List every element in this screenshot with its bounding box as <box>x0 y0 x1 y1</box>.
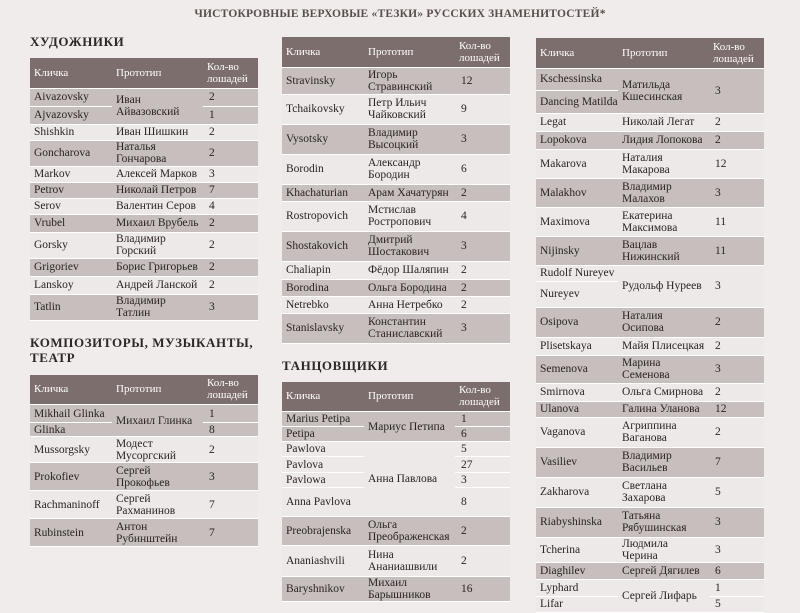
prototype-cell: Мстислав Ростропович <box>364 201 455 231</box>
count-cell: 6 <box>455 427 510 442</box>
count-cell: 3 <box>709 68 764 113</box>
prototype-cell: Анна Нетребко <box>364 296 455 313</box>
header-prototype: Прототип <box>112 58 203 88</box>
prototype-cell: Светлана Захарова <box>618 477 709 507</box>
table-row <box>30 258 258 276</box>
table-row <box>282 124 510 154</box>
nickname-cell: Tcherina <box>536 537 618 562</box>
header-nickname: Кличка <box>536 38 618 68</box>
count-cell: 3 <box>709 265 764 307</box>
nickname-cell: Pavlova <box>282 457 364 473</box>
nickname-cell: Smirnova <box>536 383 618 401</box>
prototype-cell: Дмитрий Шостакович <box>364 231 455 261</box>
header-count: Кол-во лошадей <box>455 37 510 67</box>
count-cell: 3 <box>455 313 510 343</box>
count-cell: 3 <box>203 463 258 491</box>
nickname-cell: Vysotsky <box>282 124 364 154</box>
table-row <box>536 537 764 562</box>
nickname-cell: Osipova <box>536 307 618 337</box>
count-cell: 7 <box>709 447 764 477</box>
nickname-cell: Rachmaninoff <box>30 491 112 519</box>
header-nickname: Кличка <box>282 37 364 67</box>
nickname-cell: Borodin <box>282 154 364 184</box>
table-row <box>282 201 510 231</box>
table-row <box>282 279 510 296</box>
prototype-cell: Сергей Рахманинов <box>112 491 203 519</box>
count-cell: 2 <box>203 437 258 463</box>
prototype-cell: Наталия Макарова <box>618 149 709 178</box>
count-cell: 2 <box>455 517 510 546</box>
nickname-cell: Borodina <box>282 279 364 296</box>
prototype-cell: Сергей Дягилев <box>618 562 709 579</box>
table-row <box>282 184 510 201</box>
nickname-cell: Rubinstein <box>30 519 112 547</box>
count-cell: 1 <box>203 106 258 124</box>
table-row <box>536 337 764 355</box>
prototype-cell: Сергей Лифарь <box>618 579 709 612</box>
table-header-row <box>30 58 258 88</box>
nickname-cell: Tatlin <box>30 294 112 320</box>
header-count: Кол-во лошадей <box>455 382 510 412</box>
count-cell: 7 <box>203 182 258 198</box>
count-cell: 2 <box>203 124 258 140</box>
prototype-cell: Николай Легат <box>618 113 709 131</box>
table-row <box>536 149 764 178</box>
nickname-cell: Markov <box>30 166 112 182</box>
prototype-cell: Рудольф Нуреев <box>618 265 709 307</box>
count-cell: 11 <box>709 236 764 265</box>
table-row <box>282 261 510 279</box>
nickname-cell: Pawlova <box>282 442 364 457</box>
prototype-cell: Модест Мусоргский <box>112 437 203 463</box>
count-cell: 3 <box>203 294 258 320</box>
count-cell: 16 <box>455 577 510 602</box>
nickname-cell: Nureyev <box>536 281 618 307</box>
prototype-cell: Владимир Васильев <box>618 447 709 477</box>
prototype-cell: Иван Айвазовский <box>112 88 203 124</box>
nickname-cell: Prokofiev <box>30 463 112 491</box>
count-cell: 4 <box>203 198 258 214</box>
table-row <box>536 113 764 131</box>
nickname-cell: Anna Pavlova <box>282 488 364 517</box>
nickname-cell: Ananiashvili <box>282 546 364 577</box>
prototype-cell: Наталья Гончарова <box>112 140 203 166</box>
prototype-cell: Лидия Лопокова <box>618 131 709 149</box>
nickname-cell: Makarova <box>536 149 618 178</box>
prototype-cell: Майя Плисецкая <box>618 337 709 355</box>
count-cell: 12 <box>709 149 764 178</box>
header-prototype: Прототип <box>112 375 203 405</box>
table-row <box>282 577 510 602</box>
prototype-cell: Борис Григорьев <box>112 258 203 276</box>
nickname-cell: Preobrajenska <box>282 517 364 546</box>
count-cell: 1 <box>203 405 258 423</box>
table-row <box>282 517 510 546</box>
prototype-cell: Фёдор Шаляпин <box>364 261 455 279</box>
table-row <box>30 182 258 198</box>
prototype-cell: Михаил Врубель <box>112 214 203 232</box>
count-cell: 6 <box>709 562 764 579</box>
prototype-cell: Людмила Черина <box>618 537 709 562</box>
nickname-cell: Diaghilev <box>536 562 618 579</box>
count-cell: 7 <box>203 519 258 547</box>
nickname-cell: Chaliapin <box>282 261 364 279</box>
table-row <box>282 154 510 184</box>
count-cell: 2 <box>455 546 510 577</box>
prototype-cell: Матильда Кшесинская <box>618 68 709 113</box>
count-cell: 7 <box>203 491 258 519</box>
table-row <box>30 463 258 491</box>
count-cell: 3 <box>709 537 764 562</box>
nickname-cell: Dancing Matilda <box>536 90 618 113</box>
table-row <box>30 232 258 258</box>
prototype-cell: Сергей Прокофьев <box>112 463 203 491</box>
count-cell: 2 <box>709 337 764 355</box>
count-cell: 6 <box>455 154 510 184</box>
table-row <box>536 447 764 477</box>
prototype-cell: Валентин Серов <box>112 198 203 214</box>
header-count: Кол-во лошадей <box>203 58 258 88</box>
prototype-cell: Игорь Стравинский <box>364 67 455 94</box>
count-cell: 3 <box>709 355 764 383</box>
column-3 <box>536 38 764 613</box>
count-cell: 5 <box>709 596 764 612</box>
table-row <box>536 477 764 507</box>
table-row <box>282 231 510 261</box>
prototype-cell: Ольга Бородина <box>364 279 455 296</box>
prototype-cell: Татьяна Рябушинская <box>618 507 709 537</box>
nickname-cell: Legat <box>536 113 618 131</box>
count-cell: 2 <box>709 307 764 337</box>
nickname-cell: Rudolf Nureyev <box>536 265 618 281</box>
table-row <box>30 294 258 320</box>
table-row <box>536 131 764 149</box>
prototype-cell: Владимир Высоцкий <box>364 124 455 154</box>
header-prototype: Прототип <box>618 38 709 68</box>
prototype-cell: Антон Рубинштейн <box>112 519 203 547</box>
prototype-cell: Нина Ананиашвили <box>364 546 455 577</box>
count-cell: 12 <box>709 401 764 417</box>
table-row <box>282 94 510 124</box>
nickname-cell: Lanskoy <box>30 276 112 294</box>
nickname-cell: Plisetskaya <box>536 337 618 355</box>
count-cell: 3 <box>455 231 510 261</box>
count-cell: 8 <box>455 488 510 517</box>
nickname-cell: Stravinsky <box>282 67 364 94</box>
prototype-cell: Андрей Ланской <box>112 276 203 294</box>
page-title: ЧИСТОКРОВНЫЕ ВЕРХОВЫЕ «ТЕЗКИ» РУССКИХ ЗНАМЕНИТОСТЕЙ* <box>194 8 606 20</box>
prototype-cell: Михаил Барышников <box>364 577 455 602</box>
nickname-cell: Lyphard <box>536 579 618 596</box>
table-row <box>30 88 258 106</box>
table-composers <box>30 375 258 548</box>
nickname-cell: Stanislavsky <box>282 313 364 343</box>
count-cell: 2 <box>455 261 510 279</box>
nickname-cell: Mikhail Glinka <box>30 405 112 423</box>
count-cell: 2 <box>709 113 764 131</box>
table-row <box>30 276 258 294</box>
prototype-cell: Иван Шишкин <box>112 124 203 140</box>
prototype-cell: Владимир Горский <box>112 232 203 258</box>
section-title-composers: КОМПОЗИТОРЫ, МУЗЫКАНТЫ, ТЕАТР <box>30 334 254 365</box>
nickname-cell: Kschessinska <box>536 68 618 90</box>
count-cell: 2 <box>203 276 258 294</box>
nickname-cell: Maximova <box>536 207 618 236</box>
prototype-cell: Арам Хачатурян <box>364 184 455 201</box>
section-title-dancers: ТАНЦОВЩИКИ <box>282 357 389 373</box>
table-dancers <box>282 382 510 603</box>
count-cell: 2 <box>203 214 258 232</box>
nickname-cell: Gorsky <box>30 232 112 258</box>
table-row <box>536 307 764 337</box>
nickname-cell: Glinka <box>30 423 112 437</box>
table-header-row <box>282 382 510 412</box>
table-header-row <box>536 38 764 68</box>
nickname-cell: Aivazovsky <box>30 88 112 106</box>
table-row <box>30 405 258 423</box>
count-cell: 3 <box>203 166 258 182</box>
nickname-cell: Vrubel <box>30 214 112 232</box>
prototype-cell: Петр Ильич Чайковский <box>364 94 455 124</box>
column-1 <box>30 34 258 547</box>
table-row <box>536 236 764 265</box>
table-row <box>30 437 258 463</box>
count-cell: 2 <box>709 383 764 401</box>
table-row <box>30 140 258 166</box>
header-prototype: Прототип <box>364 37 455 67</box>
count-cell: 2 <box>709 131 764 149</box>
count-cell: 12 <box>455 67 510 94</box>
table-row <box>536 562 764 579</box>
nickname-cell: Malakhov <box>536 178 618 207</box>
header-nickname: Кличка <box>30 375 112 405</box>
count-cell: 2 <box>455 296 510 313</box>
prototype-cell: Мариус Петипа <box>364 412 455 442</box>
count-cell: 2 <box>203 88 258 106</box>
nickname-cell: Zakharova <box>536 477 618 507</box>
table-row <box>536 507 764 537</box>
nickname-cell: Lopokova <box>536 131 618 149</box>
nickname-cell: Ajvazovsky <box>30 106 112 124</box>
nickname-cell: Petrov <box>30 182 112 198</box>
prototype-cell: Николай Петров <box>112 182 203 198</box>
table-row <box>30 166 258 182</box>
count-cell: 2 <box>203 232 258 258</box>
table-row <box>30 198 258 214</box>
prototype-cell: Владимир Малахов <box>618 178 709 207</box>
table-row <box>536 178 764 207</box>
nickname-cell: Shishkin <box>30 124 112 140</box>
header-nickname: Кличка <box>30 58 112 88</box>
prototype-cell: Марина Семенова <box>618 355 709 383</box>
prototype-cell: Анна Павлова <box>364 442 455 517</box>
nickname-cell: Marius Petipa <box>282 412 364 427</box>
prototype-cell: Алексей Марков <box>112 166 203 182</box>
count-cell: 2 <box>203 258 258 276</box>
table-row <box>282 296 510 313</box>
nickname-cell: Tchaikovsky <box>282 94 364 124</box>
table-row <box>30 214 258 232</box>
prototype-cell: Вацлав Нижинский <box>618 236 709 265</box>
table-row <box>30 124 258 140</box>
count-cell: 2 <box>455 184 510 201</box>
table-row <box>536 383 764 401</box>
count-cell: 8 <box>203 423 258 437</box>
nickname-cell: Shostakovich <box>282 231 364 261</box>
prototype-cell: Екатерина Максимова <box>618 207 709 236</box>
count-cell: 5 <box>709 477 764 507</box>
table-row <box>536 401 764 417</box>
count-cell: 3 <box>709 178 764 207</box>
count-cell: 1 <box>455 412 510 427</box>
nickname-cell: Petipa <box>282 427 364 442</box>
count-cell: 3 <box>455 473 510 488</box>
prototype-cell: Ольга Смирнова <box>618 383 709 401</box>
prototype-cell: Михаил Глинка <box>112 405 203 437</box>
nickname-cell: Pavlowa <box>282 473 364 488</box>
table-row <box>536 579 764 596</box>
nickname-cell: Serov <box>30 198 112 214</box>
nickname-cell: Baryshnikov <box>282 577 364 602</box>
count-cell: 3 <box>709 507 764 537</box>
table-header-row <box>282 37 510 67</box>
count-cell: 3 <box>455 124 510 154</box>
nickname-cell: Ulanova <box>536 401 618 417</box>
table-row <box>536 265 764 281</box>
section-title-artists: ХУДОЖНИКИ <box>30 34 125 49</box>
table-row <box>536 417 764 447</box>
count-cell: 1 <box>709 579 764 596</box>
table-artists <box>30 58 258 321</box>
nickname-cell: Vaganova <box>536 417 618 447</box>
nickname-cell: Goncharova <box>30 140 112 166</box>
header-nickname: Кличка <box>282 382 364 412</box>
table-composers-cont <box>282 37 510 344</box>
table-dancers-cont <box>536 38 764 613</box>
nickname-cell: Khachaturian <box>282 184 364 201</box>
prototype-cell: Ольга Преображенская <box>364 517 455 546</box>
table-header-row <box>30 375 258 405</box>
nickname-cell: Riabyshinska <box>536 507 618 537</box>
prototype-cell: Галина Уланова <box>618 401 709 417</box>
header-prototype: Прототип <box>364 382 455 412</box>
prototype-cell: Наталия Осипова <box>618 307 709 337</box>
nickname-cell: Mussorgsky <box>30 437 112 463</box>
nickname-cell: Rostropovich <box>282 201 364 231</box>
count-cell: 2 <box>709 417 764 447</box>
nickname-cell: Grigoriev <box>30 258 112 276</box>
nickname-cell: Nijinsky <box>536 236 618 265</box>
count-cell: 9 <box>455 94 510 124</box>
count-cell: 27 <box>455 457 510 473</box>
count-cell: 5 <box>455 442 510 457</box>
table-row <box>282 313 510 343</box>
header-count: Кол-во лошадей <box>203 375 258 405</box>
nickname-cell: Vasiliev <box>536 447 618 477</box>
prototype-cell: Агриппина Ваганова <box>618 417 709 447</box>
table-row <box>282 67 510 94</box>
table-row <box>282 546 510 577</box>
prototype-cell: Владимир Татлин <box>112 294 203 320</box>
prototype-cell: Константин Станиславский <box>364 313 455 343</box>
column-2 <box>282 37 510 602</box>
table-row <box>536 207 764 236</box>
table-row <box>282 442 510 457</box>
count-cell: 2 <box>455 279 510 296</box>
count-cell: 2 <box>203 140 258 166</box>
nickname-cell: Semenova <box>536 355 618 383</box>
table-row <box>30 491 258 519</box>
count-cell: 4 <box>455 201 510 231</box>
table-row <box>536 68 764 90</box>
prototype-cell: Александр Бородин <box>364 154 455 184</box>
table-row <box>30 519 258 547</box>
count-cell: 11 <box>709 207 764 236</box>
nickname-cell: Lifar <box>536 596 618 612</box>
table-row <box>536 355 764 383</box>
nickname-cell: Netrebko <box>282 296 364 313</box>
table-row <box>282 412 510 427</box>
header-count: Кол-во лошадей <box>709 38 764 68</box>
